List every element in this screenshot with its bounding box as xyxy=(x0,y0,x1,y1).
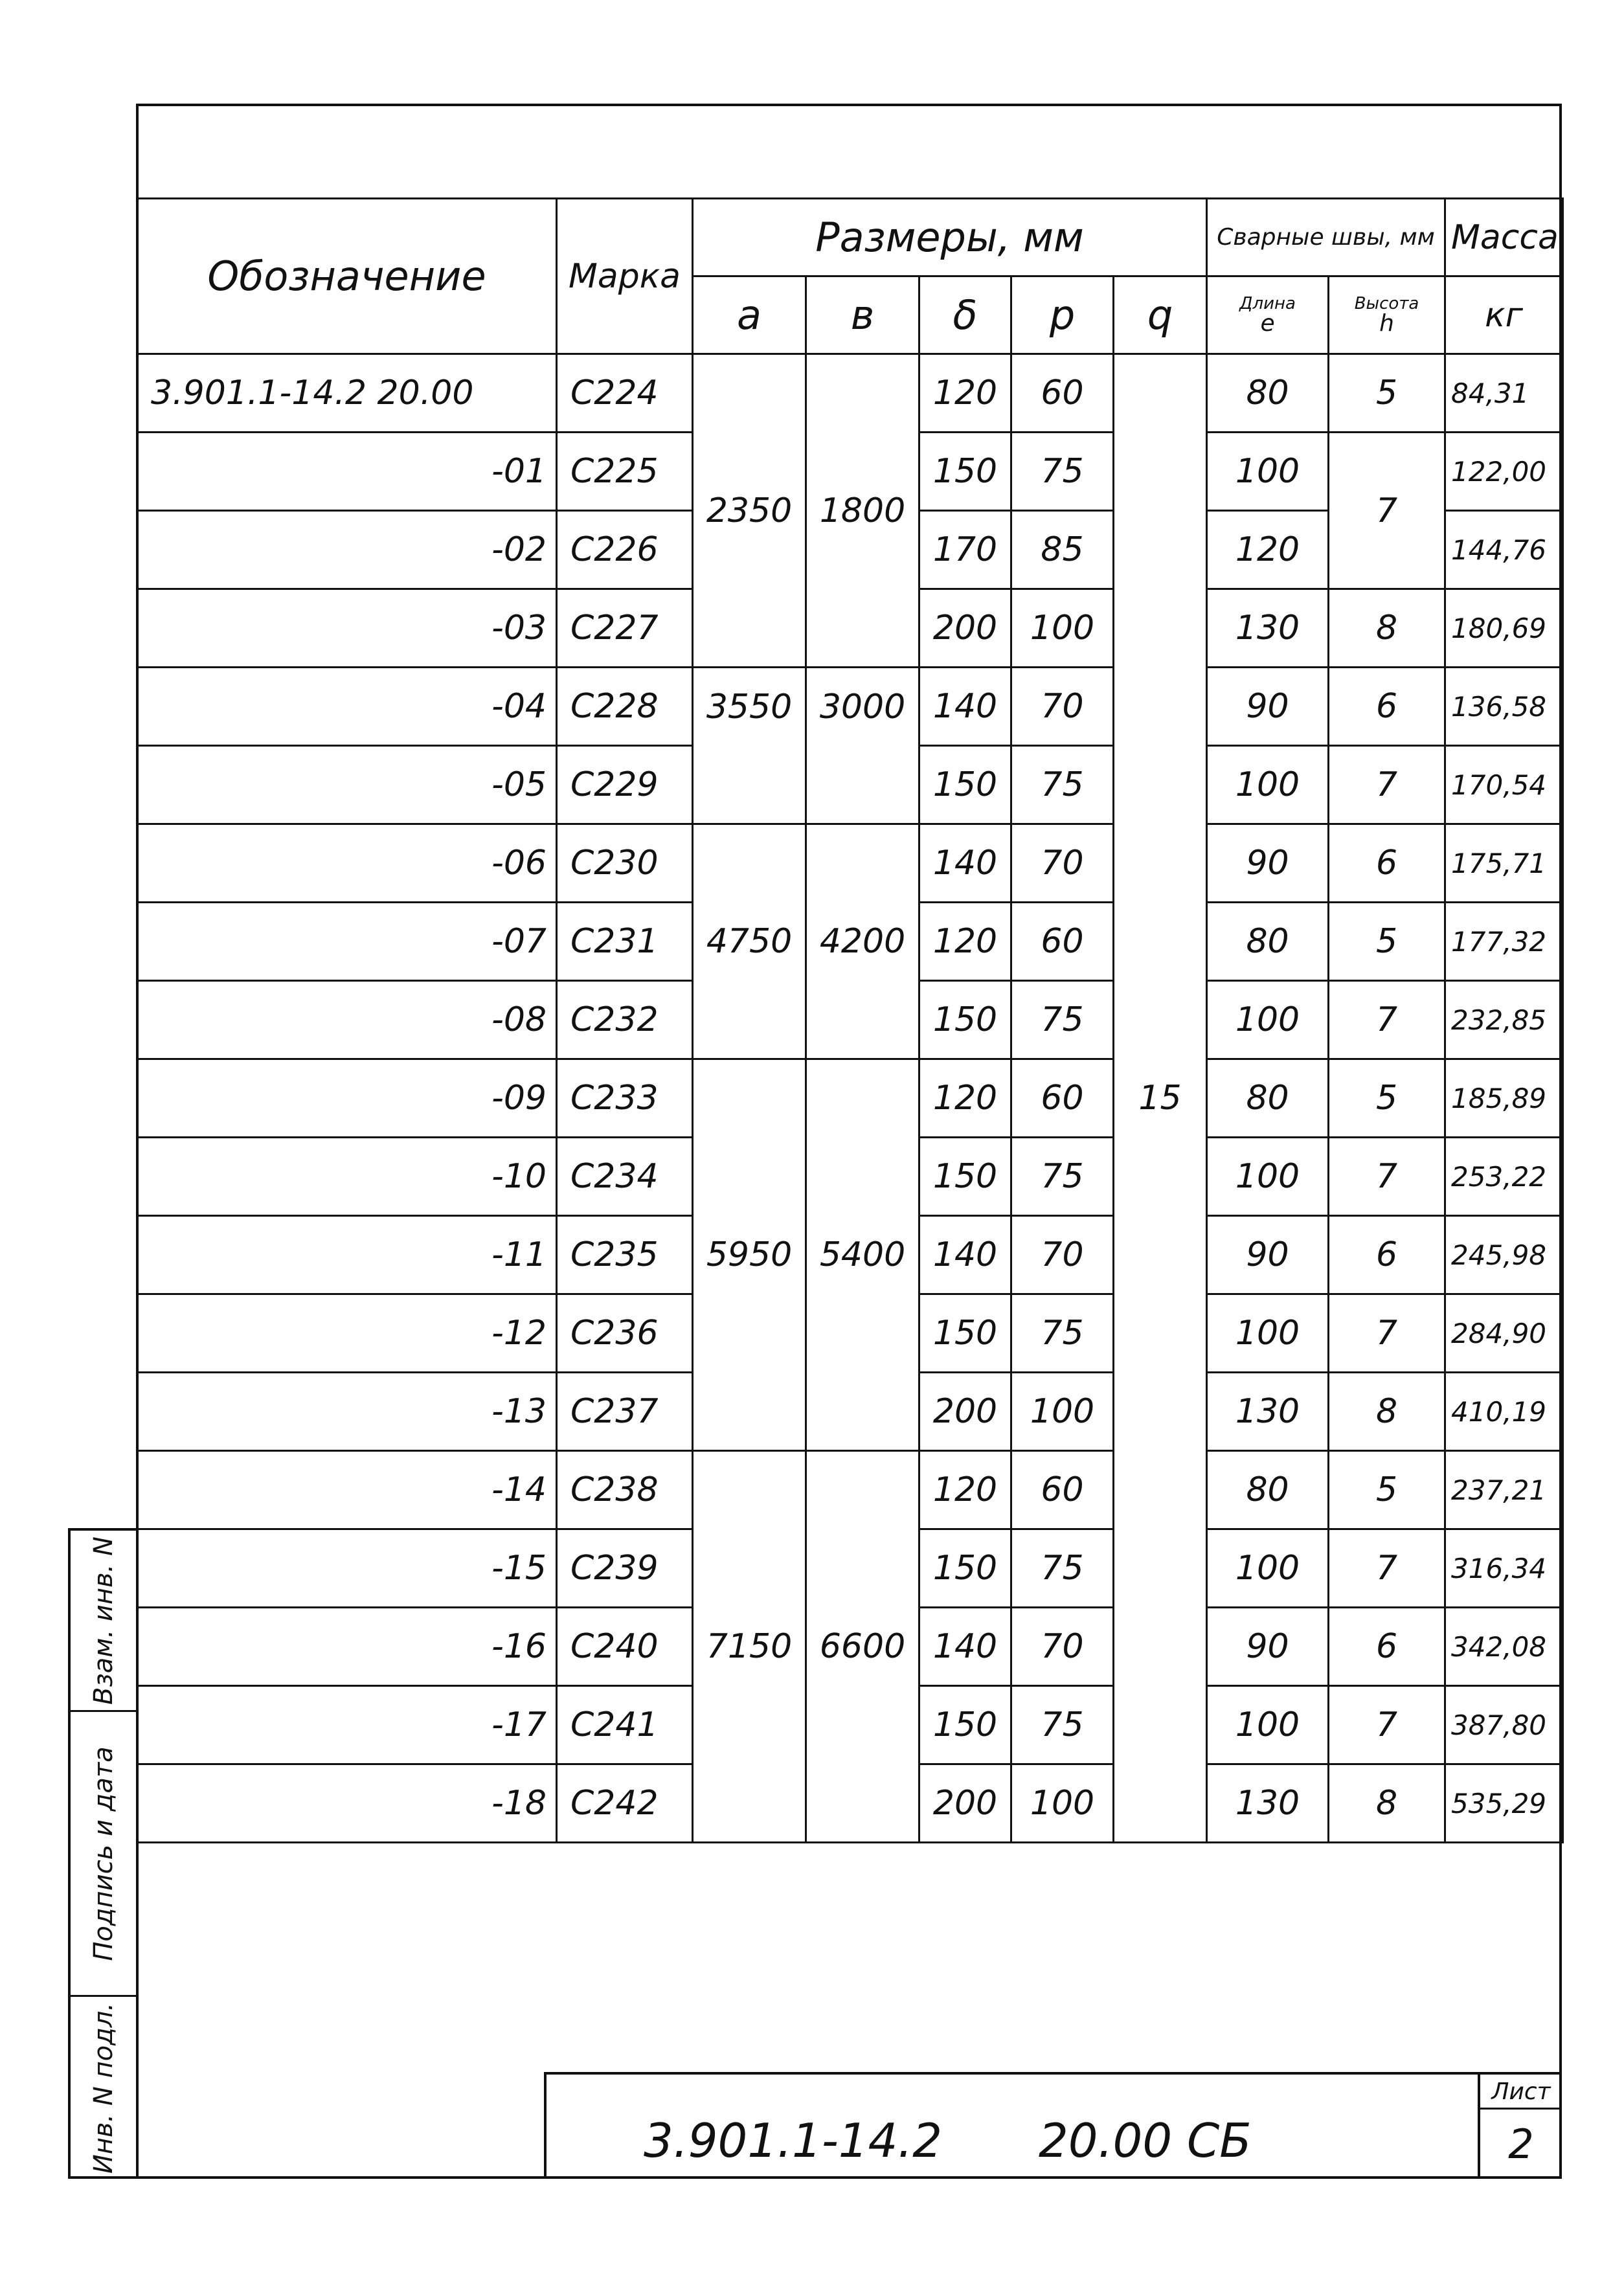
delta-cell: 170 xyxy=(919,511,1011,589)
p-cell: 100 xyxy=(1011,589,1114,668)
p-cell: 60 xyxy=(1011,1059,1114,1138)
length-cell: 80 xyxy=(1207,1451,1329,1529)
title-block-code2: 20.00 СБ xyxy=(1039,2113,1252,2168)
designation-cell: -16 xyxy=(137,1608,557,1686)
length-cell: 130 xyxy=(1207,1764,1329,1843)
length-cell: 90 xyxy=(1207,668,1329,746)
table-row xyxy=(137,1059,1563,1138)
mass-cell: 136,58 xyxy=(1445,668,1563,746)
table-row xyxy=(137,668,1563,746)
designation-cell: -18 xyxy=(137,1764,557,1843)
delta-cell: 120 xyxy=(919,1451,1011,1529)
mark-cell: C235 xyxy=(557,1216,693,1294)
mass-cell: 535,29 xyxy=(1445,1764,1563,1843)
p-cell: 70 xyxy=(1011,1608,1114,1686)
mark-cell: C238 xyxy=(557,1451,693,1529)
mark-cell: C227 xyxy=(557,589,693,668)
header-mark: Марка xyxy=(557,199,693,354)
spec-body xyxy=(137,354,1563,1843)
height-cell: 6 xyxy=(1329,668,1445,746)
b-cell: 3000 xyxy=(806,668,919,824)
header-welds: Сварные швы, мм xyxy=(1207,199,1445,276)
mark-cell: C240 xyxy=(557,1608,693,1686)
side-stamp-podpis-cell xyxy=(71,1712,136,1997)
sheet-label: Лист xyxy=(1480,2075,1562,2110)
mass-cell: 122,00 xyxy=(1445,433,1563,511)
length-cell: 100 xyxy=(1207,433,1329,511)
height-cell: 8 xyxy=(1329,589,1445,668)
sheet-number: 2 xyxy=(1508,2121,1534,2168)
p-cell: 60 xyxy=(1011,903,1114,981)
mass-cell: 237,21 xyxy=(1445,1451,1563,1529)
side-stamp-inv-podl: Инв. N подл. xyxy=(88,2002,118,2174)
delta-cell: 150 xyxy=(919,746,1011,824)
a-cell: 3550 xyxy=(693,668,806,824)
delta-cell: 120 xyxy=(919,903,1011,981)
sheet-box xyxy=(1478,2075,1562,2179)
height-cell: 5 xyxy=(1329,354,1445,433)
length-cell: 100 xyxy=(1207,1686,1329,1764)
delta-cell: 120 xyxy=(919,354,1011,433)
delta-cell: 140 xyxy=(919,1216,1011,1294)
header-col-q: q xyxy=(1114,276,1207,354)
p-cell: 100 xyxy=(1011,1373,1114,1451)
mark-cell: C239 xyxy=(557,1529,693,1608)
p-cell: 60 xyxy=(1011,1451,1114,1529)
a-cell: 4750 xyxy=(693,824,806,1059)
height-cell: 7 xyxy=(1329,1529,1445,1608)
header-length xyxy=(1207,276,1329,354)
mass-cell: 144,76 xyxy=(1445,511,1563,589)
height-cell: 7 xyxy=(1329,1686,1445,1764)
header-col-p: p xyxy=(1011,276,1114,354)
p-cell: 75 xyxy=(1011,1529,1114,1608)
mark-cell: C241 xyxy=(557,1686,693,1764)
p-cell: 100 xyxy=(1011,1764,1114,1843)
height-cell: 8 xyxy=(1329,1373,1445,1451)
mark-cell: C233 xyxy=(557,1059,693,1138)
table-row xyxy=(137,824,1563,903)
height-cell: 5 xyxy=(1329,903,1445,981)
designation-cell: -12 xyxy=(137,1294,557,1373)
mass-cell: 84,31 xyxy=(1445,354,1563,433)
mass-cell: 175,71 xyxy=(1445,824,1563,903)
header-designation: Обозначение xyxy=(137,199,557,354)
designation-cell: -05 xyxy=(137,746,557,824)
height-cell: 7 xyxy=(1329,1294,1445,1373)
height-cell: 7 xyxy=(1329,981,1445,1059)
designation-cell: -10 xyxy=(137,1138,557,1216)
delta-cell: 140 xyxy=(919,668,1011,746)
length-cell: 90 xyxy=(1207,1608,1329,1686)
length-cell: 100 xyxy=(1207,981,1329,1059)
height-cell: 8 xyxy=(1329,1764,1445,1843)
mark-cell: C224 xyxy=(557,354,693,433)
length-cell: 100 xyxy=(1207,746,1329,824)
designation-cell: -11 xyxy=(137,1216,557,1294)
p-cell: 70 xyxy=(1011,824,1114,903)
p-cell: 70 xyxy=(1011,1216,1114,1294)
p-cell: 70 xyxy=(1011,668,1114,746)
delta-cell: 140 xyxy=(919,1608,1011,1686)
mark-cell: C231 xyxy=(557,903,693,981)
length-cell: 130 xyxy=(1207,1373,1329,1451)
b-cell: 5400 xyxy=(806,1059,919,1451)
spec-table xyxy=(136,197,1564,1843)
designation-cell: -02 xyxy=(137,511,557,589)
p-cell: 75 xyxy=(1011,1138,1114,1216)
delta-cell: 150 xyxy=(919,1294,1011,1373)
title-block xyxy=(544,2072,1562,2179)
side-stamp-inv-cell xyxy=(71,1997,136,2179)
mass-cell: 170,54 xyxy=(1445,746,1563,824)
header-height-sym: h xyxy=(1379,310,1394,337)
mark-cell: C242 xyxy=(557,1764,693,1843)
designation-cell: -09 xyxy=(137,1059,557,1138)
designation-cell: -03 xyxy=(137,589,557,668)
delta-cell: 140 xyxy=(919,824,1011,903)
p-cell: 75 xyxy=(1011,433,1114,511)
side-stamp-vzam-inv: Взам. инв. N xyxy=(88,1536,118,1705)
mass-cell: 284,90 xyxy=(1445,1294,1563,1373)
mark-cell: C228 xyxy=(557,668,693,746)
designation-cell: -13 xyxy=(137,1373,557,1451)
height-cell: 7 xyxy=(1329,1138,1445,1216)
header-height xyxy=(1329,276,1445,354)
mark-cell: C229 xyxy=(557,746,693,824)
length-cell: 100 xyxy=(1207,1138,1329,1216)
side-stamp xyxy=(68,1528,136,2179)
a-cell: 5950 xyxy=(693,1059,806,1451)
designation-cell: -04 xyxy=(137,668,557,746)
a-cell: 2350 xyxy=(693,354,806,668)
height-cell: 5 xyxy=(1329,1451,1445,1529)
delta-cell: 200 xyxy=(919,589,1011,668)
header-col-a: a xyxy=(693,276,806,354)
length-cell: 100 xyxy=(1207,1294,1329,1373)
mark-cell: C236 xyxy=(557,1294,693,1373)
header-dimensions: Размеры, мм xyxy=(693,199,1207,276)
designation-cell: -17 xyxy=(137,1686,557,1764)
b-cell: 4200 xyxy=(806,824,919,1059)
mark-cell: C232 xyxy=(557,981,693,1059)
mass-cell: 185,89 xyxy=(1445,1059,1563,1138)
mark-cell: C237 xyxy=(557,1373,693,1451)
designation-cell: -06 xyxy=(137,824,557,903)
delta-cell: 200 xyxy=(919,1373,1011,1451)
mark-cell: C225 xyxy=(557,433,693,511)
mark-cell: C226 xyxy=(557,511,693,589)
length-cell: 100 xyxy=(1207,1529,1329,1608)
delta-cell: 150 xyxy=(919,1138,1011,1216)
a-cell: 7150 xyxy=(693,1451,806,1843)
side-stamp-vzam-cell xyxy=(71,1531,136,1712)
length-cell: 80 xyxy=(1207,354,1329,433)
header-mass: Масса xyxy=(1445,199,1563,276)
mass-cell: 180,69 xyxy=(1445,589,1563,668)
mass-cell: 387,80 xyxy=(1445,1686,1563,1764)
delta-cell: 150 xyxy=(919,981,1011,1059)
header-col-b: в xyxy=(806,276,919,354)
mark-cell: C230 xyxy=(557,824,693,903)
p-cell: 75 xyxy=(1011,981,1114,1059)
mass-cell: 177,32 xyxy=(1445,903,1563,981)
length-cell: 130 xyxy=(1207,589,1329,668)
delta-cell: 200 xyxy=(919,1764,1011,1843)
mass-cell: 232,85 xyxy=(1445,981,1563,1059)
mass-cell: 410,19 xyxy=(1445,1373,1563,1451)
height-cell: 7 xyxy=(1329,746,1445,824)
title-block-code: 3.901.1-14.2 xyxy=(644,2113,943,2168)
height-cell: 6 xyxy=(1329,1608,1445,1686)
mass-cell: 245,98 xyxy=(1445,1216,1563,1294)
mark-cell: C234 xyxy=(557,1138,693,1216)
p-cell: 75 xyxy=(1011,1294,1114,1373)
p-cell: 75 xyxy=(1011,1686,1114,1764)
p-cell: 75 xyxy=(1011,746,1114,824)
header-height-label: Высота xyxy=(1354,293,1419,313)
designation-cell: 3.901.1-14.2 20.00 xyxy=(137,354,557,433)
length-cell: 120 xyxy=(1207,511,1329,589)
height-cell: 6 xyxy=(1329,1216,1445,1294)
mass-cell: 253,22 xyxy=(1445,1138,1563,1216)
designation-cell: -15 xyxy=(137,1529,557,1608)
height-cell: 5 xyxy=(1329,1059,1445,1138)
header-length-label: Длина xyxy=(1239,293,1296,313)
length-cell: 80 xyxy=(1207,1059,1329,1138)
height-cell: 7 xyxy=(1329,433,1445,589)
designation-cell: -08 xyxy=(137,981,557,1059)
length-cell: 90 xyxy=(1207,824,1329,903)
delta-cell: 150 xyxy=(919,433,1011,511)
designation-cell: -14 xyxy=(137,1451,557,1529)
b-cell: 6600 xyxy=(806,1451,919,1843)
length-cell: 90 xyxy=(1207,1216,1329,1294)
delta-cell: 150 xyxy=(919,1529,1011,1608)
header-length-sym: e xyxy=(1260,310,1275,337)
height-cell: 6 xyxy=(1329,824,1445,903)
delta-cell: 150 xyxy=(919,1686,1011,1764)
header-mass-unit: кг xyxy=(1445,276,1563,354)
length-cell: 80 xyxy=(1207,903,1329,981)
header-row-1 xyxy=(137,199,1563,276)
mass-cell: 316,34 xyxy=(1445,1529,1563,1608)
table-row xyxy=(137,354,1563,433)
mass-cell: 342,08 xyxy=(1445,1608,1563,1686)
b-cell: 1800 xyxy=(806,354,919,668)
delta-cell: 120 xyxy=(919,1059,1011,1138)
table-row xyxy=(137,1451,1563,1529)
designation-cell: -07 xyxy=(137,903,557,981)
p-cell: 60 xyxy=(1011,354,1114,433)
q-cell: 15 xyxy=(1114,354,1207,1843)
p-cell: 85 xyxy=(1011,511,1114,589)
side-stamp-podpis-data: Подпись и дата xyxy=(88,1746,118,1961)
designation-cell: -01 xyxy=(137,433,557,511)
header-col-delta: δ xyxy=(919,276,1011,354)
